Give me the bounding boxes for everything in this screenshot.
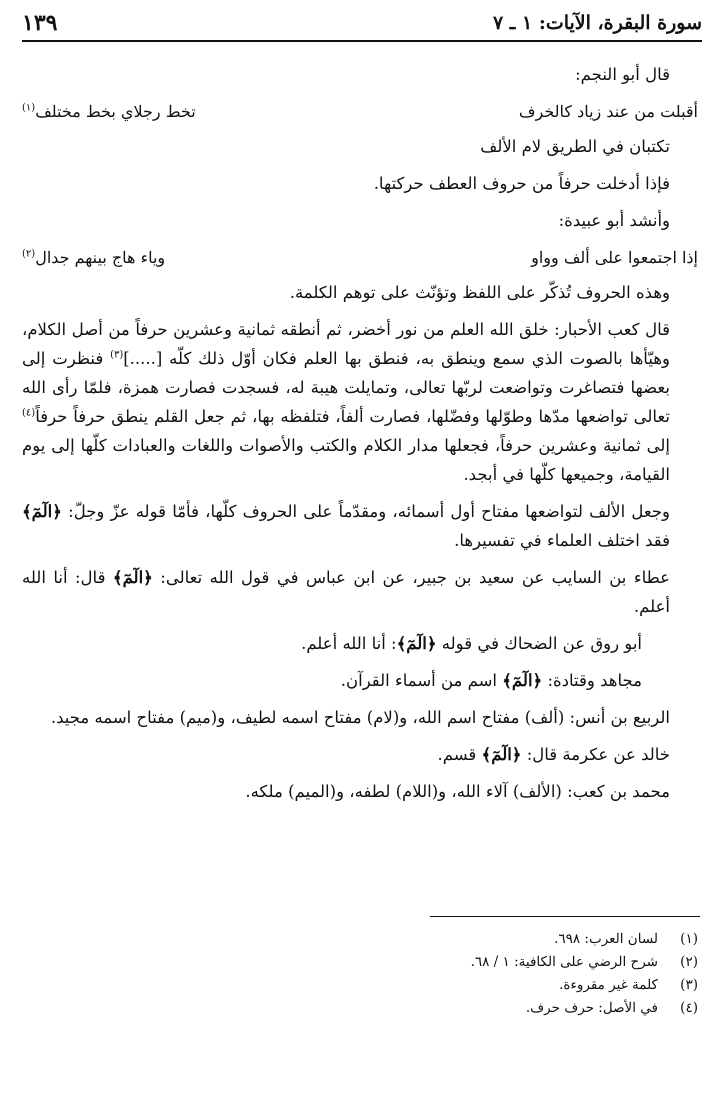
page-header (22, 10, 702, 42)
footnote-item (22, 997, 698, 1020)
main-text (22, 60, 698, 814)
paragraph: خالد عن عكرمة قال: ﴿الٓمٓ﴾ قسم. (437, 745, 670, 764)
paragraph: قال كعب الأحبار: خلق الله العلم من نور أخضر، ثم أنطقه ثمانية وعشرين حرفاً من أصل الكلام، وهيّأها بالصوت الذي سمع وينطق به، فنطق بها العلم فكان أوّل ذلك كلّه [.....]$^{(٣)}$ فنظرت إلى بعضها فتصاغرت وتواضعت لربّها تعالى، وتمايلت هيبة له، فسجدت فصارت همزة، فلمّا رأى الله تعالى تواضعها مدّها وطوّلها وفضّلها، فصارت ألفاً، فتلفظه بها، ثم جعل القلم ينطق حرفاً حرفاً$^{(٤)}$ إلى ثمانية وعشرين حرفاً، فجعلها مدار الكلام والكتب والأصوات واللغات والعبادات كلّها إلى يوم القيامة، وجميعها كلّها في أبجد. (22, 320, 670, 484)
poem-verse (22, 243, 698, 272)
footnote-number: (٢) (680, 954, 698, 970)
footnotes (22, 928, 698, 1020)
paragraph: أبو روق عن الضحاك في قوله ﴿الٓمٓ﴾: أنا الله أعلم. (301, 634, 642, 653)
footnote-item (22, 951, 698, 974)
footnote-ref[interactable]: (٤) (22, 407, 36, 419)
footnote-divider (430, 916, 700, 917)
paragraph: محمد بن كعب: (الألف) آلاء الله، و(اللام) لطفه، و(الميم) ملكه. (245, 782, 670, 801)
quran-letters: ﴿الٓمٓ﴾ (22, 502, 62, 521)
page-number: ١٣٩ (22, 10, 58, 36)
paragraph: تكتبان في الطريق لام الألف (480, 137, 670, 156)
footnote-item (22, 974, 698, 997)
paragraph: وهذه الحروف تُذكّر على اللفظ وتؤنّث على توهم الكلمة. (289, 283, 670, 302)
footnote-item (22, 928, 698, 951)
verse-hemistich: إذا اجتمعوا على ألف وواو (531, 248, 698, 267)
footnote-number: (١) (680, 931, 698, 947)
footnote-ref[interactable]: (٢) (22, 248, 36, 260)
verse-hemistich: أقبلت من عند زياد كالخرف (518, 102, 698, 121)
quran-letters: ﴿الٓمٓ﴾ (396, 634, 437, 653)
paragraph: مجاهد وقتادة: ﴿الٓمٓ﴾ اسم من أسماء القرآن. (340, 671, 642, 690)
footnote-text: شرح الرضي على الكافية: ١ / ٦٨. (470, 954, 658, 970)
footnote-text: كلمة غير مقروءة. (559, 977, 658, 993)
chapter-title: سورة البقرة، الآيات: ١ ـ ٧ (492, 12, 702, 34)
footnote-ref[interactable]: (٣) (110, 349, 124, 361)
verse-hemistich: تخط رجلاي بخط مختلف$^{(١)}$ (22, 102, 196, 121)
footnote-number: (٤) (680, 1000, 698, 1016)
footnote-number: (٣) (680, 977, 698, 993)
paragraph: فإذا أدخلت حرفاً من حروف العطف حركتها. (373, 174, 670, 193)
poem-verse (22, 97, 698, 126)
paragraph: عطاء بن السايب عن سعيد بن جبير، عن ابن عباس في قول الله تعالى: ﴿الٓمٓ﴾ قال: أنا الله أعلم. (22, 568, 671, 616)
quran-letters: ﴿الٓمٓ﴾ (481, 745, 522, 764)
paragraph: الربيع بن أنس: (ألف) مفتاح اسم الله، و(لام) مفتاح اسمه لطيف، و(ميم) مفتاح اسمه مجيد. (50, 708, 670, 727)
footnote-text: لسان العرب: ٦٩٨. (554, 931, 658, 947)
footnote-text: في الأصل: حرف حرف. (525, 1000, 658, 1016)
paragraph: وجعل الألف لتواضعها مفتاح أول أسمائه، ومقدّماً على الحروف كلّها، فأمّا قوله عزّ وجلّ: ﴿الٓمٓ﴾ فقد اختلف العلماء في تفسيرها. (22, 502, 670, 550)
paragraph: وأنشد أبو عبيدة: (558, 211, 670, 230)
quran-letters: ﴿الٓمٓ﴾ (502, 671, 543, 690)
paragraph: قال أبو النجم: (575, 65, 670, 84)
footnote-ref[interactable]: (١) (22, 102, 36, 114)
quran-letters: ﴿الٓمٓ﴾ (112, 568, 153, 587)
verse-hemistich: وياء هاج بينهم جدال$^{(٢)}$ (22, 248, 166, 267)
